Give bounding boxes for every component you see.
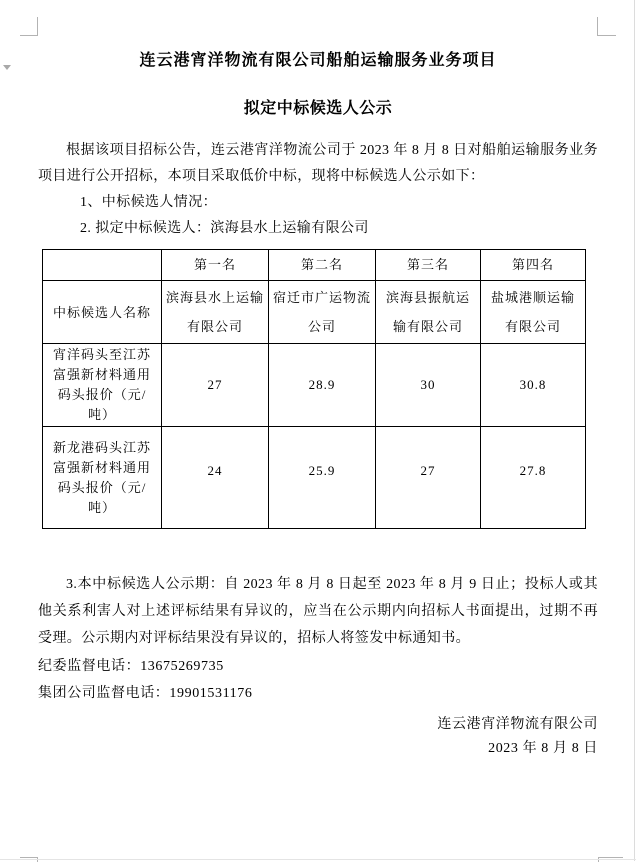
price-cell: 27 <box>162 344 269 427</box>
price-cell: 28.9 <box>269 344 376 427</box>
candidate-name-cell: 滨海县振航运输有限公司 <box>376 281 481 344</box>
document-content <box>38 0 598 761</box>
header-cell-empty <box>43 250 162 281</box>
table-row-candidate-names <box>43 281 586 344</box>
group-phone-line: 集团公司监督电话：19901531176 <box>38 686 253 701</box>
intro-paragraph: 根据该项目招标公告，连云港宵洋物流公司于 2023 年 8 月 8 日对船舶运输服务业务项目进行公开招标，本项目采取低价中标，现将中标候选人公示如下： <box>38 143 598 184</box>
header-cell-rank2: 第二名 <box>269 250 376 281</box>
header-cell-rank4: 第四名 <box>481 250 586 281</box>
header-cell-rank3: 第三名 <box>376 250 481 281</box>
row-label: 中标候选人名称 <box>43 281 162 344</box>
candidate-name-cell: 宿迁市广运物流公司 <box>269 281 376 344</box>
margin-mark-top-left-icon <box>20 17 38 36</box>
signature-company: 连云港宵洋物流有限公司 <box>437 717 598 732</box>
table-header-row <box>43 250 586 281</box>
page-bottom-edge <box>0 859 636 860</box>
candidate-name-cell: 滨海县水上运输有限公司 <box>162 281 269 344</box>
price-cell: 24 <box>162 427 269 529</box>
price-cell: 30.8 <box>481 344 586 427</box>
price-cell: 25.9 <box>269 427 376 529</box>
list-item-2: 2. 拟定中标候选人：滨海县水上运输有限公司 <box>80 221 369 236</box>
margin-mark-top-right-icon <box>597 17 616 36</box>
row-label: 宵洋码头至江苏富强新材料通用码头报价（元/吨） <box>43 344 162 427</box>
signature-date: 2023 年 8 月 8 日 <box>488 741 598 756</box>
document-subtitle: 拟定中标候选人公示 <box>243 100 393 117</box>
table-row-price-xinlonggang-wharf <box>43 427 586 529</box>
notice-paragraph: 3.本中标候选人公示期：自 2023 年 8 月 8 日起至 2023 年 8 月 9 日止；投标人或其他关系利害人对上述评标结果有异议的，应当在公示期内向招标人书面提出，过期不再受理。公示期内对评标结果没有异议的，招标人将签发中标通知书。 <box>38 577 598 646</box>
price-cell: 27 <box>376 427 481 529</box>
price-cell: 30 <box>376 344 481 427</box>
row-label: 新龙港码头江苏富强新材料通用码头报价（元/吨） <box>43 427 162 529</box>
list-item-1: 1、中标候选人情况： <box>80 195 217 210</box>
outline-collapse-arrow-icon <box>3 65 11 70</box>
header-cell-rank1: 第一名 <box>162 250 269 281</box>
document-title: 连云港宵洋物流有限公司船舶运输服务业务项目 <box>139 52 497 69</box>
page-right-edge <box>634 0 635 861</box>
discipline-phone-line: 纪委监督电话：13675269735 <box>38 659 224 674</box>
table-row-price-xiaoyang-wharf <box>43 344 586 427</box>
price-cell: 27.8 <box>481 427 586 529</box>
candidate-name-cell: 盐城港顺运输有限公司 <box>481 281 586 344</box>
bid-candidates-table <box>42 249 586 529</box>
